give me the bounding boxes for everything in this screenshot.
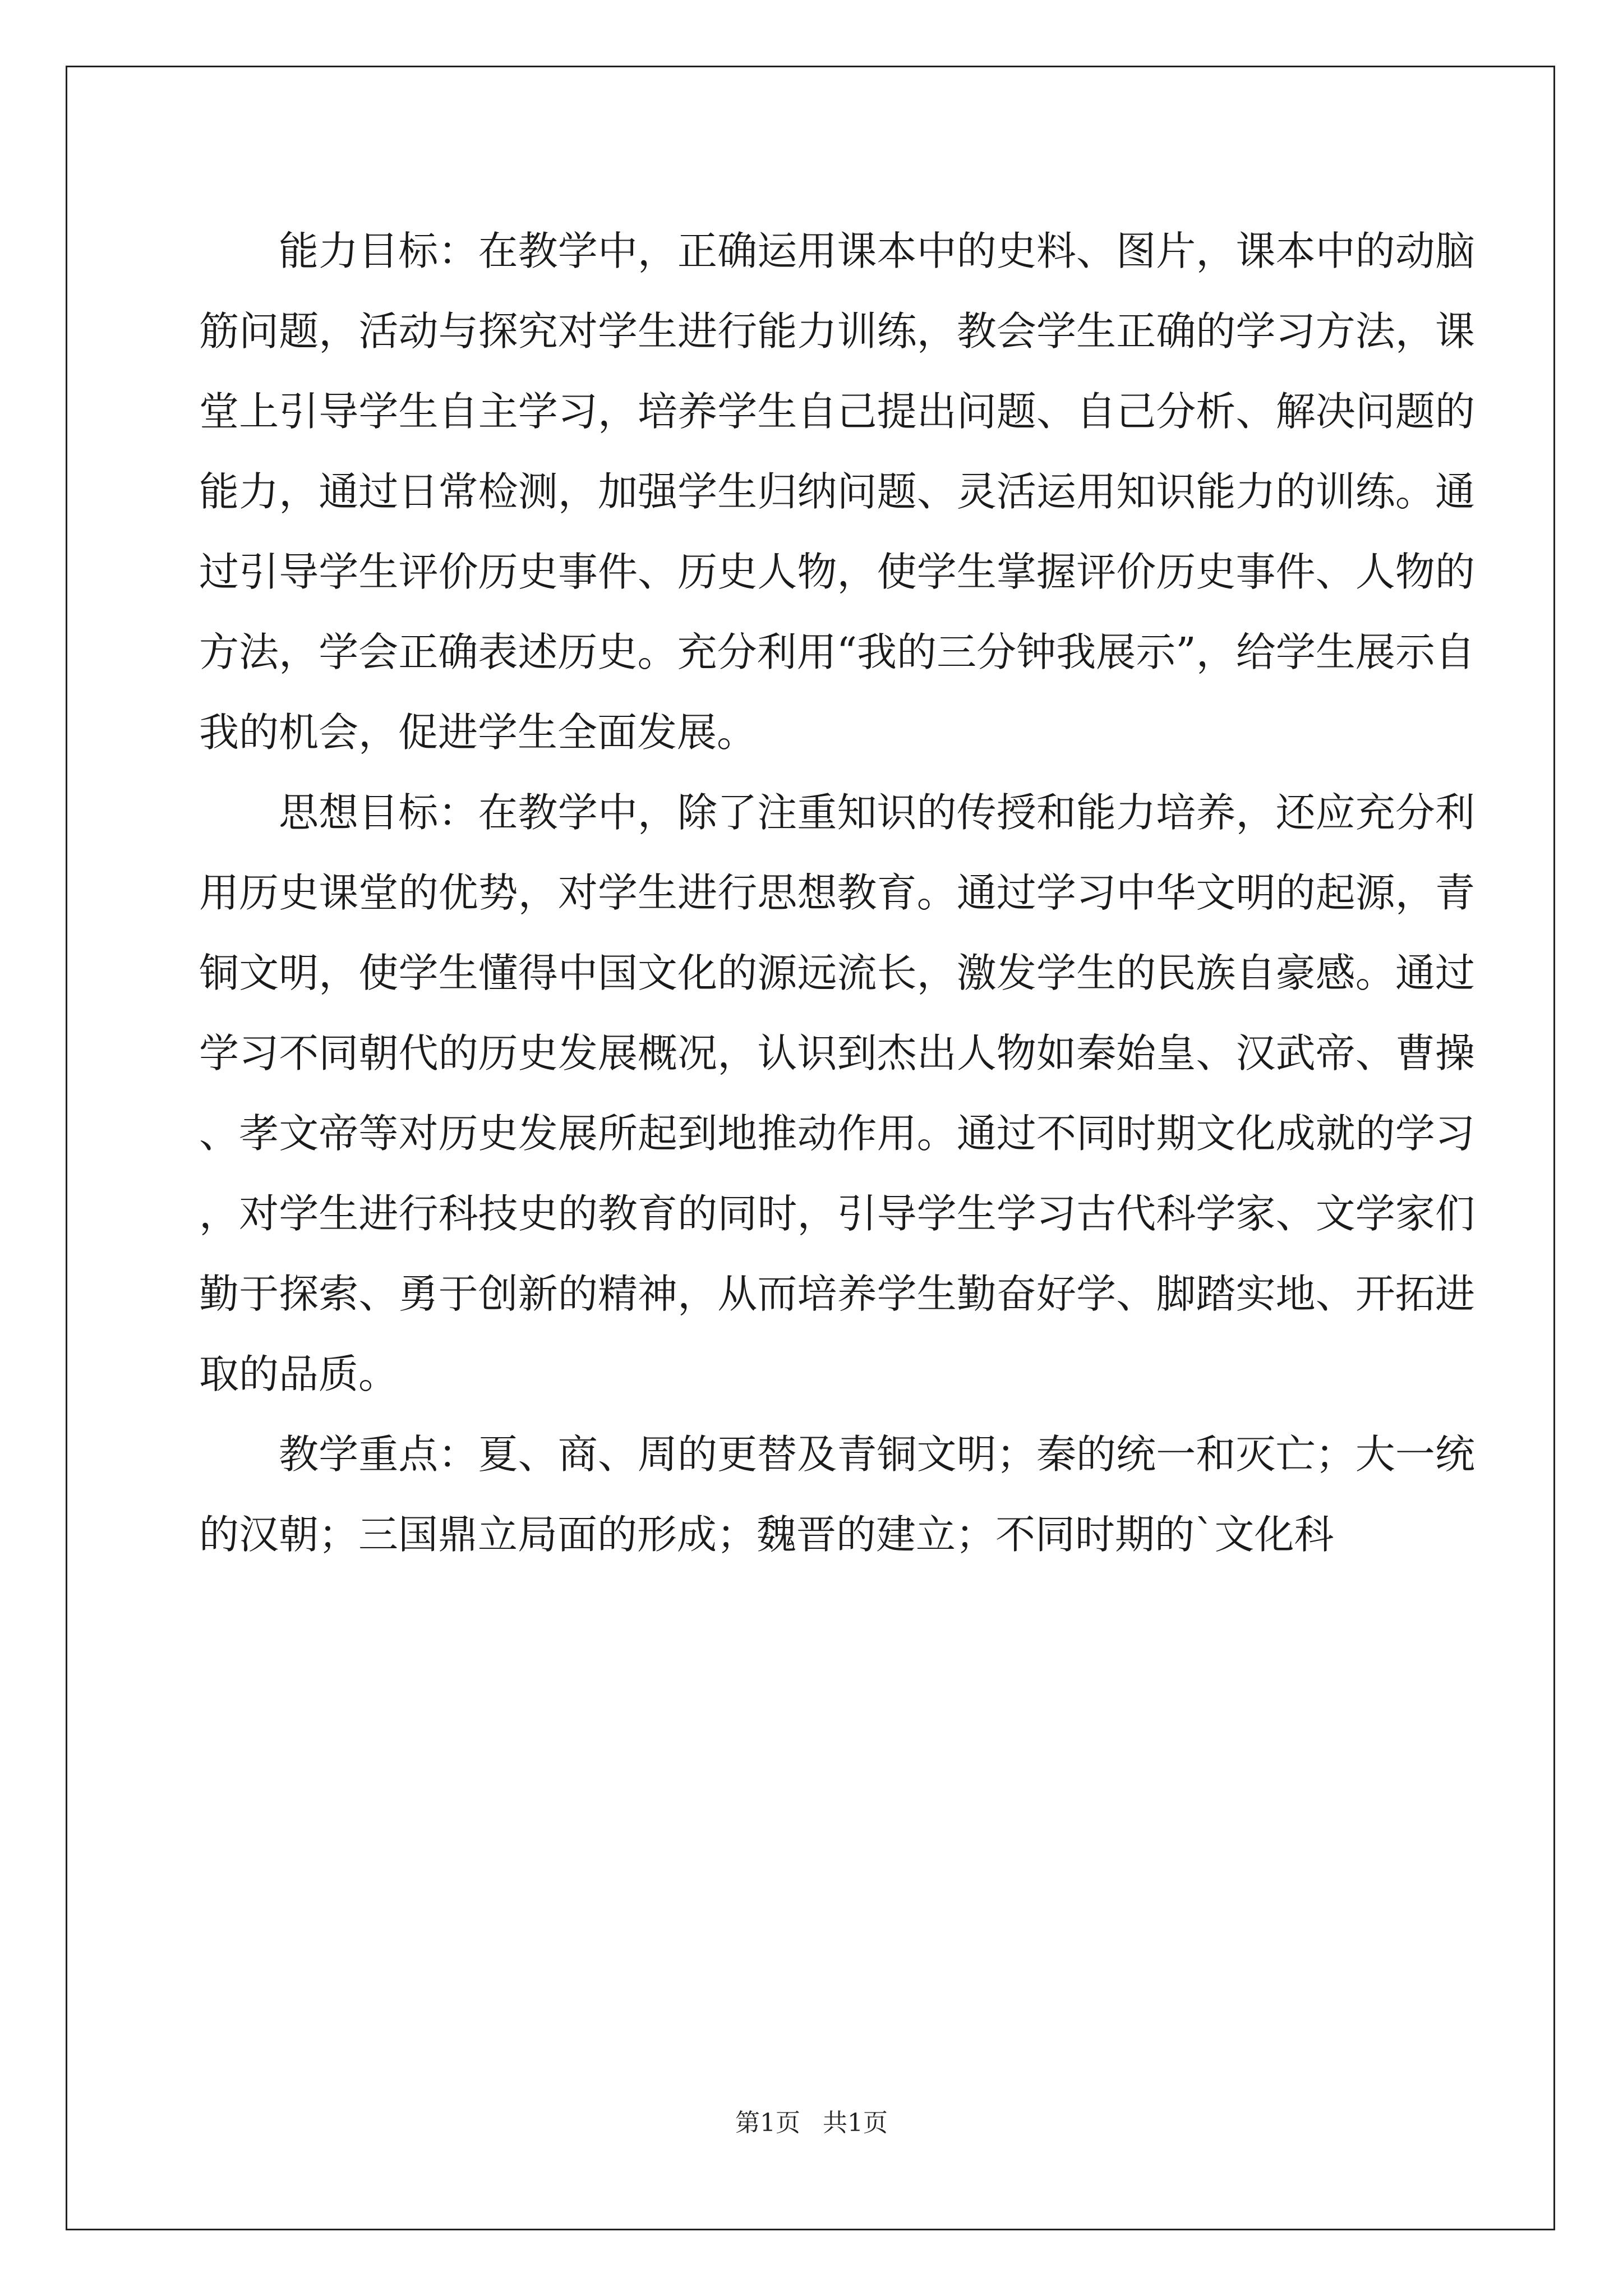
paragraph-thought-goal: 思想目标：在教学中，除了注重知识的传授和能力培养，还应充分利用历史课堂的优势，对学生进行思想教育。通过学习中华文明的起源，青铜文明，使学生懂得中国文化的源远流长，激发学生的民族自豪感。通过学习不同朝代的历史发展概况，认识到杰出人物如秦始皇、汉武帝、曹操、孝文帝等对历史发展所起到地推动作用。通过不同时期文化成就的学习，对学生进行科技史的教育的同时，引导学生学习古代科学家、文学家们勤于探索、勇于创新的精神，从而培养学生勤奋好学、脚踏实地、开拓进取的品质。: [199, 789, 1475, 1397]
document-body: [199, 211, 1475, 1575]
page-number: 第1页: [735, 2109, 800, 2137]
page-footer: [0, 2106, 1623, 2140]
page-total: 共1页: [823, 2109, 888, 2137]
paragraph-teaching-focus: 教学重点：夏、商、周的更替及青铜文明；秦的统一和灭亡；大一统的汉朝；三国鼎立局面的形成；魏晋的建立；不同时期的`文化科: [199, 1431, 1475, 1558]
paragraph-ability-goal: 能力目标：在教学中，正确运用课本中的史料、图片，课本中的动脑筋问题，活动与探究对学生进行能力训练，教会学生正确的学习方法，课堂上引导学生自主学习，培养学生自己提出问题、自己分析、解决问题的能力，通过日常检测，加强学生归纳问题、灵活运用知识能力的训练。通过引导学生评价历史事件、历史人物，使学生掌握评价历史事件、人物的方法，学会正确表述历史。充分利用“我的三分钟我展示”，给学生展示自我的机会，促进学生全面发展。: [199, 228, 1475, 756]
